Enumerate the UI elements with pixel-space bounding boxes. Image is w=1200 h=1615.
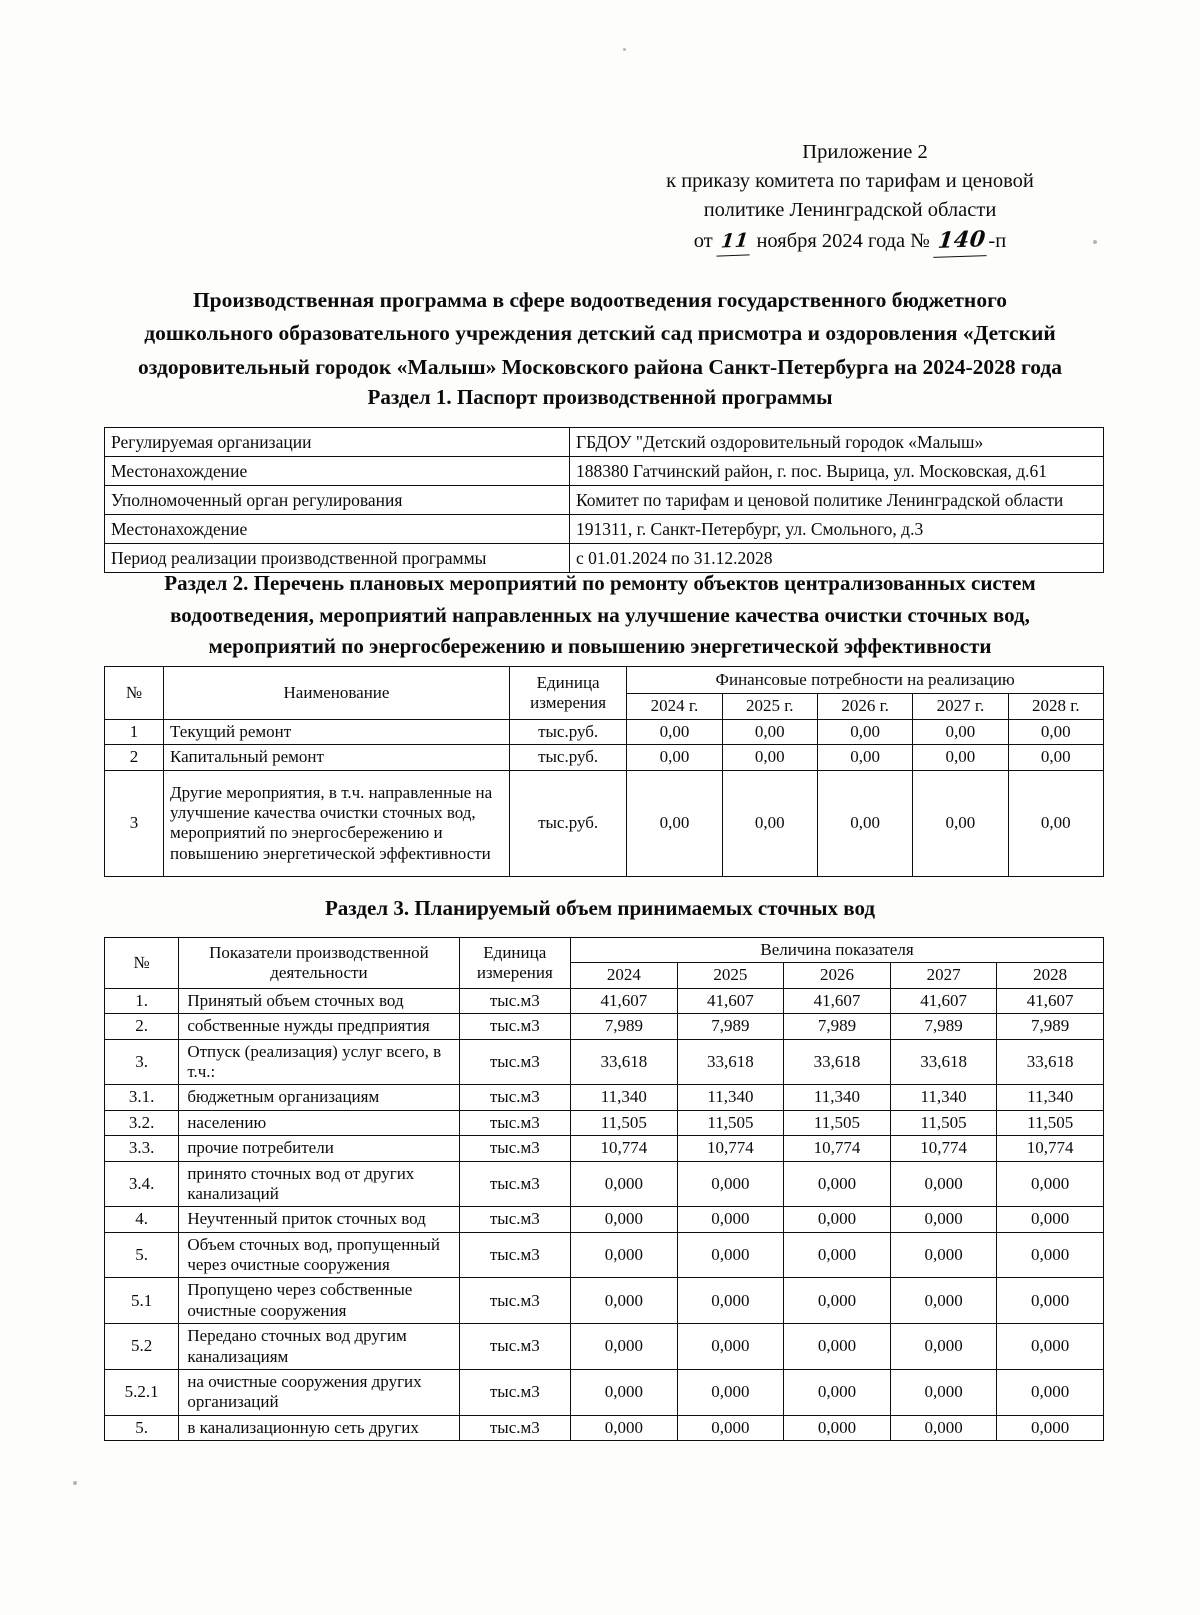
document-title-line-2: дошкольного образовательного учреждения детский сад присмотра и оздоровления «Детский	[144, 321, 1056, 346]
appendix-order-line-1: к приказу комитета по тарифам и ценовой	[666, 170, 1034, 193]
row-value-2028: 7,989	[997, 1014, 1104, 1039]
row-value-2027: 33,618	[890, 1039, 997, 1085]
row-unit: тыс.м3	[459, 1110, 571, 1135]
row-unit: тыс.м3	[459, 1324, 571, 1370]
passport-key: Местонахождение	[105, 457, 570, 486]
row-value-2028: 11,505	[997, 1110, 1104, 1135]
appendix-order-line-2: политике Ленинградской области	[703, 199, 997, 222]
col-header-unit-line-2: измерения	[476, 962, 553, 982]
row-value-2028: 41,607	[997, 988, 1104, 1013]
row-value-2026: 0,000	[784, 1370, 891, 1416]
document-title-line-3: оздоровительный городок «Малыш» Московского района Санкт-Петербурга на 2024-2028 года	[137, 354, 1063, 379]
row-value-2025: 0,000	[677, 1161, 784, 1207]
row-value-2028: 0,00	[1008, 745, 1103, 770]
col-header-year-2026: 2026 г.	[817, 693, 912, 720]
row-value-2026: 0,000	[784, 1278, 891, 1324]
row-value-2024: 33,618	[571, 1039, 678, 1085]
row-no: 5.2.1	[105, 1370, 179, 1416]
col-header-year-2024: 2024	[571, 963, 678, 988]
row-value-2024: 0,00	[627, 770, 722, 876]
row-value-2026: 0,000	[784, 1161, 891, 1207]
row-name: Объем сточных вод, пропущенный через очистные сооружения	[179, 1232, 459, 1278]
passport-key: Местонахождение	[105, 515, 570, 544]
row-unit: тыс.м3	[459, 1370, 571, 1416]
row-value-2026: 11,340	[784, 1085, 891, 1110]
row-value-2027: 0,00	[913, 745, 1008, 770]
row-value-2024: 0,000	[571, 1278, 678, 1324]
table-header-row	[105, 667, 1104, 694]
row-no: 2	[105, 745, 164, 770]
row-value-2028: 33,618	[997, 1039, 1104, 1085]
row-value-2028: 0,000	[997, 1207, 1104, 1232]
row-unit: тыс.м3	[459, 1278, 571, 1324]
row-value-2024: 0,000	[571, 1232, 678, 1278]
row-no: 5.	[105, 1232, 179, 1278]
passport-value: ГБДОУ "Детский оздоровительный городок «Малыш»	[570, 428, 1104, 457]
row-no: 4.	[105, 1207, 179, 1232]
table-row	[105, 428, 1104, 457]
row-value-2027: 11,505	[890, 1110, 997, 1135]
row-value-2025: 33,618	[677, 1039, 784, 1085]
row-value-2024: 41,607	[571, 988, 678, 1013]
table-row	[105, 1324, 1104, 1370]
passport-key: Период реализации производственной программы	[105, 544, 570, 573]
date-middle: ноября 2024 года №	[756, 230, 930, 253]
passport-value: 191311, г. Санкт-Петербург, ул. Смольного, д.3	[570, 515, 1104, 544]
row-value-2025: 7,989	[677, 1014, 784, 1039]
row-value-2026: 7,989	[784, 1014, 891, 1039]
row-value-2028: 0,00	[1008, 770, 1103, 876]
passport-table	[104, 427, 1104, 573]
row-name: бюджетным организациям	[179, 1085, 459, 1110]
passport-value: 188380 Гатчинский район, г. пос. Вырица, ул. Московская, д.61	[570, 457, 1104, 486]
row-value-2024: 0,00	[627, 720, 722, 745]
date-prefix: от	[693, 230, 713, 253]
col-header-no: №	[105, 938, 179, 989]
row-value-2025: 41,607	[677, 988, 784, 1013]
table-row	[105, 770, 1104, 876]
table-row	[105, 1207, 1104, 1232]
table-header-row	[105, 938, 1104, 963]
row-name: Неучтенный приток сточных вод	[179, 1207, 459, 1232]
row-value-2028: 0,000	[997, 1232, 1104, 1278]
col-header-unit	[459, 938, 571, 989]
table-row	[105, 1085, 1104, 1110]
col-header-year-2026: 2026	[784, 963, 891, 988]
document-title	[95, 284, 1105, 384]
col-header-group-value: Величина показателя	[571, 938, 1104, 963]
table-row	[105, 1039, 1104, 1085]
row-value-2026: 0,000	[784, 1415, 891, 1440]
table-row	[105, 1370, 1104, 1416]
row-unit: тыс.м3	[459, 1161, 571, 1207]
section-2-heading	[95, 568, 1105, 663]
row-name: принято сточных вод от других канализаций	[179, 1161, 459, 1207]
order-number-suffix: -п	[988, 230, 1007, 253]
row-value-2027: 7,989	[890, 1014, 997, 1039]
row-name: прочие потребители	[179, 1136, 459, 1161]
row-no: 5.	[105, 1415, 179, 1440]
row-no: 5.2	[105, 1324, 179, 1370]
row-name: Текущий ремонт	[164, 720, 510, 745]
row-no: 3	[105, 770, 164, 876]
row-value-2027: 0,000	[890, 1370, 997, 1416]
row-name: Пропущено через собственные очистные сооружения	[179, 1278, 459, 1324]
row-no: 3.4.	[105, 1161, 179, 1207]
row-value-2028: 11,340	[997, 1085, 1104, 1110]
row-value-2025: 0,000	[677, 1232, 784, 1278]
row-no: 1.	[105, 988, 179, 1013]
row-value-2025: 0,000	[677, 1370, 784, 1416]
row-value-2024: 0,000	[571, 1415, 678, 1440]
row-no: 3.3.	[105, 1136, 179, 1161]
row-name: на очистные сооружения других организаций	[179, 1370, 459, 1416]
passport-key: Уполномоченный орган регулирования	[105, 486, 570, 515]
row-unit: тыс.м3	[459, 1232, 571, 1278]
row-value-2024: 11,340	[571, 1085, 678, 1110]
passport-value: Комитет по тарифам и ценовой политике Ленинградской области	[570, 486, 1104, 515]
appendix-number: Приложение 2	[802, 141, 928, 163]
row-unit: тыс.м3	[459, 1415, 571, 1440]
col-header-year-2025: 2025	[677, 963, 784, 988]
table-row	[105, 457, 1104, 486]
table-row	[105, 486, 1104, 515]
col-header-name-line-2: деятельности	[270, 962, 368, 982]
row-no: 3.1.	[105, 1085, 179, 1110]
row-value-2025: 0,00	[722, 745, 817, 770]
row-name: собственные нужды предприятия	[179, 1014, 459, 1039]
table-row	[105, 515, 1104, 544]
row-unit: тыс.м3	[459, 1207, 571, 1232]
table-row	[105, 1161, 1104, 1207]
row-value-2024: 0,000	[571, 1370, 678, 1416]
row-value-2028: 10,774	[997, 1136, 1104, 1161]
row-value-2028: 0,000	[997, 1278, 1104, 1324]
row-value-2028: 0,00	[1008, 720, 1103, 745]
planned-measures-table	[104, 666, 1104, 877]
row-value-2026: 0,00	[817, 720, 912, 745]
handwritten-day: 11	[716, 228, 753, 257]
row-value-2027: 0,000	[890, 1278, 997, 1324]
col-header-no: №	[105, 667, 164, 720]
row-value-2026: 0,000	[784, 1207, 891, 1232]
row-no: 5.1	[105, 1278, 179, 1324]
table-row	[105, 720, 1104, 745]
row-name: Капитальный ремонт	[164, 745, 510, 770]
section-2-heading-line-1: Раздел 2. Перечень плановых мероприятий по ремонту объектов централизованных систем	[164, 571, 1036, 595]
passport-key: Регулируемая организации	[105, 428, 570, 457]
row-no: 2.	[105, 1014, 179, 1039]
col-header-unit-line-1: Единица	[483, 942, 547, 962]
row-value-2024: 10,774	[571, 1136, 678, 1161]
section-3-heading: Раздел 3. Планируемый объем принимаемых сточных вод	[324, 896, 876, 920]
row-value-2027: 41,607	[890, 988, 997, 1013]
table-row	[105, 1136, 1104, 1161]
document-title-line-1: Производственная программа в сфере водоотведения государственного бюджетного	[192, 288, 1008, 312]
col-header-group-financial: Финансовые потребности на реализацию	[627, 667, 1104, 694]
row-value-2025: 11,505	[677, 1110, 784, 1135]
col-header-year-2027: 2027 г.	[913, 693, 1008, 720]
table-row	[105, 1110, 1104, 1135]
row-value-2027: 0,000	[890, 1161, 997, 1207]
col-header-unit-line-1: Единица	[536, 672, 600, 692]
row-value-2028: 0,000	[997, 1370, 1104, 1416]
appendix-header	[600, 138, 1100, 258]
row-value-2026: 0,000	[784, 1232, 891, 1278]
row-name: населению	[179, 1110, 459, 1135]
col-header-name	[179, 938, 459, 989]
table-row	[105, 1014, 1104, 1039]
row-value-2025: 0,000	[677, 1278, 784, 1324]
col-header-name-line-1: Показатели производственной	[209, 942, 429, 962]
row-value-2025: 0,00	[722, 770, 817, 876]
row-value-2025: 0,000	[677, 1415, 784, 1440]
row-name: в канализационную сеть других	[179, 1415, 459, 1440]
table-row	[105, 745, 1104, 770]
col-header-year-2028: 2028 г.	[1008, 693, 1103, 720]
table-row	[105, 988, 1104, 1013]
row-value-2026: 0,00	[817, 745, 912, 770]
row-name: Принятый объем сточных вод	[179, 988, 459, 1013]
row-value-2027: 0,000	[890, 1207, 997, 1232]
row-value-2026: 11,505	[784, 1110, 891, 1135]
col-header-name: Наименование	[164, 667, 510, 720]
row-value-2028: 0,000	[997, 1324, 1104, 1370]
col-header-unit-line-2: измерения	[530, 693, 607, 712]
handwritten-order-number: 140	[933, 224, 990, 258]
row-value-2025: 10,774	[677, 1136, 784, 1161]
row-unit: тыс.м3	[459, 1014, 571, 1039]
col-header-year-2025: 2025 г.	[722, 693, 817, 720]
row-value-2024: 0,000	[571, 1324, 678, 1370]
row-value-2028: 0,000	[997, 1161, 1104, 1207]
col-header-year-2028: 2028	[997, 963, 1104, 988]
row-no: 1	[105, 720, 164, 745]
row-value-2026: 0,00	[817, 770, 912, 876]
section-2-heading-line-3: мероприятий по энергосбережению и повышению энергетической эффективности	[208, 634, 992, 658]
row-value-2024: 0,000	[571, 1207, 678, 1232]
table-row	[105, 1278, 1104, 1324]
table-row	[105, 1415, 1104, 1440]
planned-volume-table	[104, 937, 1104, 1441]
row-value-2025: 0,000	[677, 1324, 784, 1370]
row-value-2024: 0,000	[571, 1161, 678, 1207]
row-value-2028: 0,000	[997, 1415, 1104, 1440]
appendix-order-date-line	[600, 225, 1100, 257]
table-row	[105, 1232, 1104, 1278]
row-value-2024: 0,00	[627, 745, 722, 770]
row-value-2027: 0,00	[913, 720, 1008, 745]
row-unit: тыс.руб.	[509, 720, 626, 745]
row-unit: тыс.м3	[459, 1039, 571, 1085]
row-no: 3.	[105, 1039, 179, 1085]
row-name: Другие мероприятия, в т.ч. направленные на улучшение качества очистки сточных вод, мероприятий по энергосбережению и повышению энергетической эффективности	[164, 770, 510, 876]
row-value-2026: 41,607	[784, 988, 891, 1013]
section-2-heading-line-2: водоотведения, мероприятий направленных на улучшение качества очистки сточных вод,	[170, 602, 1030, 627]
passport-value: с 01.01.2024 по 31.12.2028	[570, 544, 1104, 573]
row-value-2027: 0,000	[890, 1415, 997, 1440]
row-unit: тыс.руб.	[509, 745, 626, 770]
row-value-2027: 11,340	[890, 1085, 997, 1110]
row-value-2024: 11,505	[571, 1110, 678, 1135]
row-unit: тыс.м3	[459, 1085, 571, 1110]
section-1-heading: Раздел 1. Паспорт производственной программы	[367, 385, 833, 409]
row-value-2027: 0,000	[890, 1232, 997, 1278]
row-value-2026: 10,774	[784, 1136, 891, 1161]
col-header-unit	[509, 667, 626, 720]
row-value-2024: 7,989	[571, 1014, 678, 1039]
row-unit: тыс.м3	[459, 988, 571, 1013]
row-name: Передано сточных вод другим канализациям	[179, 1324, 459, 1370]
scan-speck	[73, 1481, 77, 1485]
col-header-year-2024: 2024 г.	[627, 693, 722, 720]
row-value-2025: 11,340	[677, 1085, 784, 1110]
row-name: Отпуск (реализация) услуг всего, в т.ч.:	[179, 1039, 459, 1085]
row-unit: тыс.руб.	[509, 770, 626, 876]
row-no: 3.2.	[105, 1110, 179, 1135]
row-value-2027: 10,774	[890, 1136, 997, 1161]
row-value-2027: 0,00	[913, 770, 1008, 876]
row-value-2025: 0,000	[677, 1207, 784, 1232]
row-value-2027: 0,000	[890, 1324, 997, 1370]
row-value-2026: 0,000	[784, 1324, 891, 1370]
row-value-2026: 33,618	[784, 1039, 891, 1085]
scan-speck	[623, 48, 626, 51]
row-value-2025: 0,00	[722, 720, 817, 745]
col-header-year-2027: 2027	[890, 963, 997, 988]
row-unit: тыс.м3	[459, 1136, 571, 1161]
